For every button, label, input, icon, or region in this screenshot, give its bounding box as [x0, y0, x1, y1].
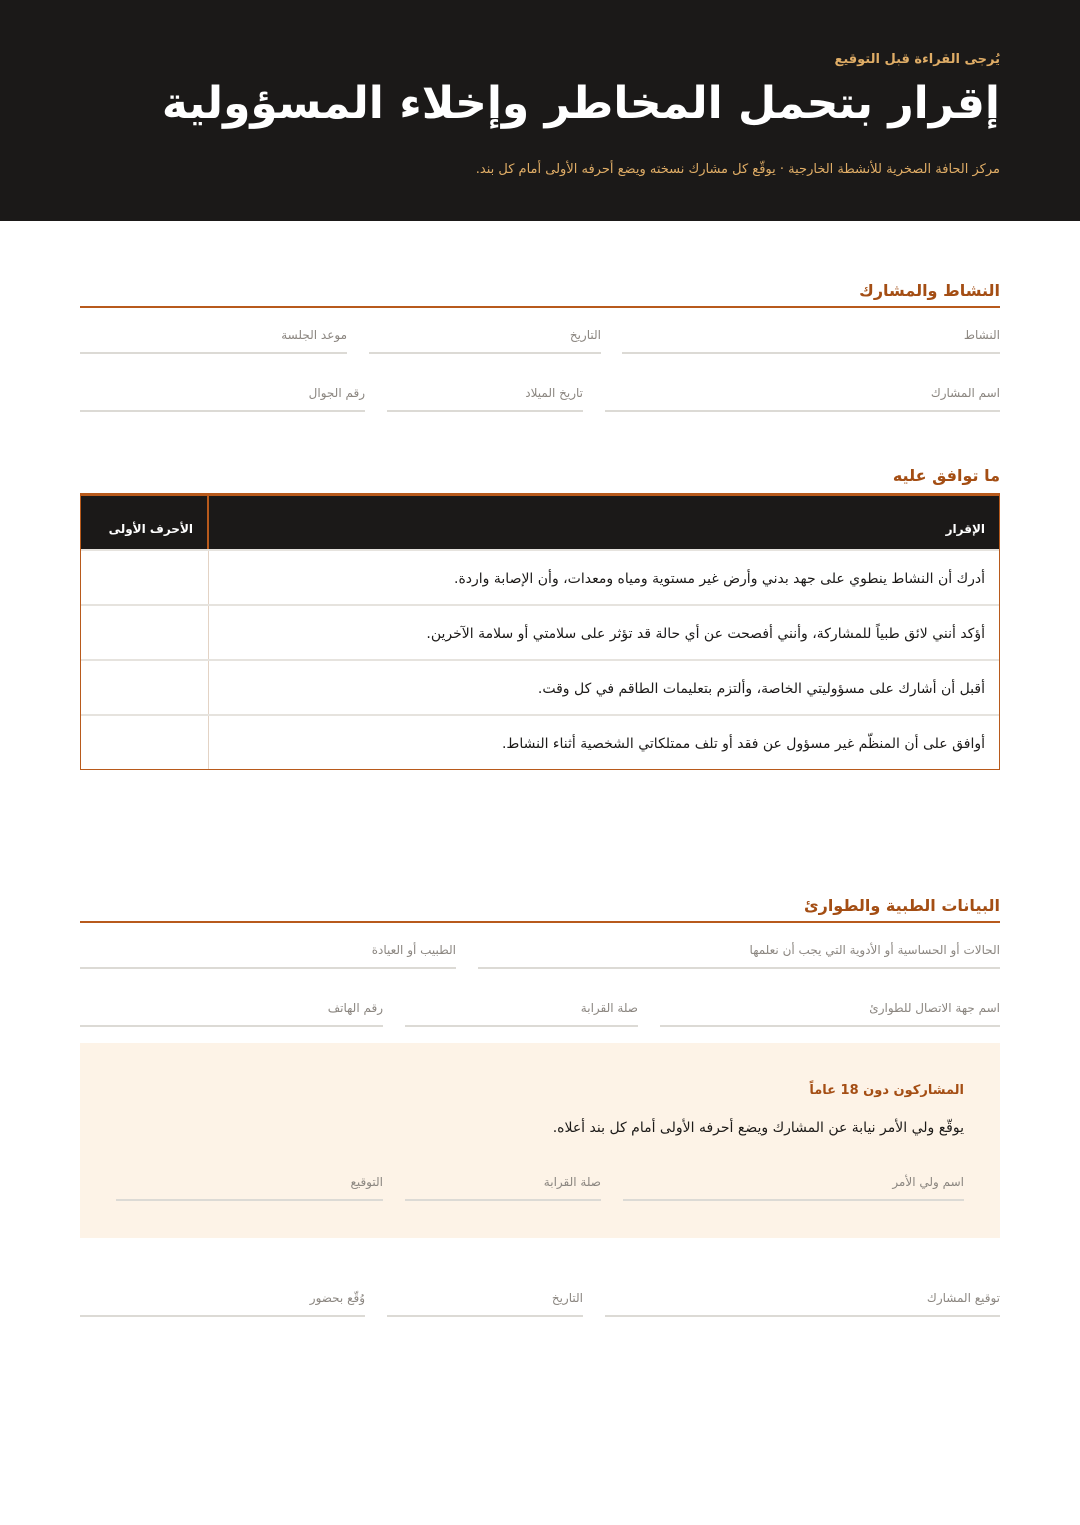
table-row [81, 714, 999, 769]
initials-cell[interactable] [81, 716, 209, 769]
field-label: صلة القرابة [543, 1175, 601, 1189]
statement-text: أدرك أن النشاط ينطوي على جهد بدني وأرض غير مستوية ومياه ومعدات، وأن الإصابة واردة. [454, 571, 985, 587]
guardian-signature-field[interactable] [116, 1171, 383, 1201]
initials-cell[interactable] [81, 606, 209, 659]
column-header-initials: الأحرف الأولى [81, 496, 209, 549]
activity-field[interactable] [622, 324, 1000, 354]
participant-name-field[interactable] [605, 382, 1000, 412]
minors-title: المشاركون دون 18 عاماً [809, 1083, 964, 1098]
initials-cell[interactable] [81, 551, 209, 604]
mobile-field[interactable] [80, 382, 365, 412]
field-label: صلة القرابة [580, 1001, 638, 1015]
agreement-table [80, 493, 1000, 770]
field-label: رقم الجوال [308, 386, 365, 400]
field-label: اسم جهة الاتصال للطوارئ [869, 1001, 1000, 1015]
guardian-relationship-field[interactable] [405, 1171, 601, 1201]
field-label: وُقّع بحضور [309, 1291, 365, 1305]
minors-notice [80, 1043, 1000, 1238]
field-label: اسم ولي الأمر [892, 1175, 964, 1189]
page-title: إقرار بتحمل المخاطر وإخلاء المسؤولية [161, 78, 1000, 129]
field-label: الطبيب أو العيادة [371, 943, 456, 957]
field-label: التاريخ [551, 1291, 583, 1305]
medical-conditions-field[interactable] [478, 939, 1000, 969]
page-header [0, 0, 1080, 221]
field-label: تاريخ الميلاد [525, 386, 583, 400]
signature-date-field[interactable] [387, 1287, 583, 1317]
participant-signature-field[interactable] [605, 1287, 1000, 1317]
field-label: التاريخ [569, 328, 601, 342]
table-row [81, 604, 999, 659]
statement-text: أوافق على أن المنظّم غير مسؤول عن فقد أو تلف ممتلكاتي الشخصية أثناء النشاط. [501, 736, 985, 752]
statement-text: أؤكد أنني لائق طبياً للمشاركة، وأنني أفصحت عن أي حالة قد تؤثر على سلامتي أو سلامة الآخرين. [426, 626, 985, 642]
emergency-contact-field[interactable] [660, 997, 1000, 1027]
field-label: النشاط [963, 328, 1000, 342]
table-row [81, 659, 999, 714]
table-row [81, 549, 999, 604]
header-eyebrow: يُرجى القراءة قبل التوقيع [834, 52, 1000, 67]
date-field[interactable] [369, 324, 601, 354]
initials-cell[interactable] [81, 661, 209, 714]
section-title-agreement: ما توافق عليه [892, 466, 1000, 485]
field-label: رقم الهاتف [327, 1001, 383, 1015]
table-header [81, 496, 999, 549]
section-title-activity: النشاط والمشارك [80, 281, 1000, 308]
column-header-statement: الإقرار [945, 522, 985, 536]
relationship-field[interactable] [405, 997, 638, 1027]
section-title-medical: البيانات الطبية والطوارئ [80, 896, 1000, 923]
field-label: الحالات أو الحساسية أو الأدوية التي يجب أن نعلمها [749, 943, 1000, 957]
birth-date-field[interactable] [387, 382, 583, 412]
field-label: توقيع المشارك [926, 1291, 1000, 1305]
phone-field[interactable] [80, 997, 383, 1027]
doctor-field[interactable] [80, 939, 456, 969]
witness-field[interactable] [80, 1287, 365, 1317]
minors-body: يوقّع ولي الأمر نيابة عن المشارك ويضع أحرفه الأولى أمام كل بند أعلاه. [552, 1120, 964, 1136]
session-time-field[interactable] [80, 324, 347, 354]
field-label: التوقيع [350, 1175, 383, 1189]
guardian-name-field[interactable] [623, 1171, 964, 1201]
statement-text: أقبل أن أشارك على مسؤوليتي الخاصة، وألتزم بتعليمات الطاقم في كل وقت. [537, 681, 985, 697]
field-label: اسم المشارك [930, 386, 1000, 400]
field-label: موعد الجلسة [281, 328, 347, 342]
header-subtitle: مركز الحافة الصخرية للأنشطة الخارجية · يوقّع كل مشارك نسخته ويضع أحرفه الأولى أمام كل بند. [475, 162, 1000, 177]
